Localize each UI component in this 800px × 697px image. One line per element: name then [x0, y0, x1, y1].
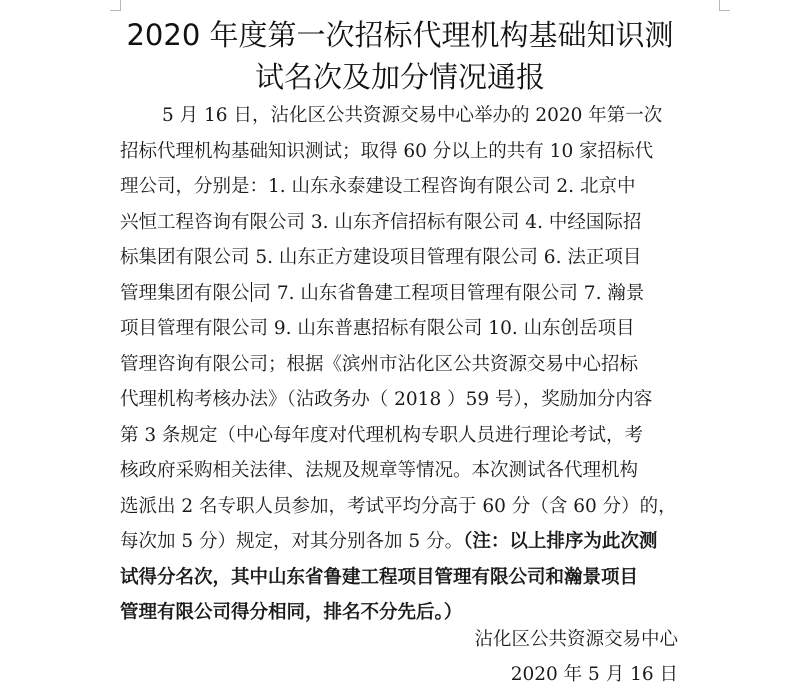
note-bold-line: 试得分名次，其中山东省鲁建工程项目管理有限公司和瀚景项目: [120, 566, 639, 588]
body-line: 兴恒工程咨询有限公司 3. 山东齐信招标有限公司 4. 中经国际招: [120, 211, 642, 233]
body-line: 管理咨询有限公司；根据《滨州市沾化区公共资源交易中心招标: [120, 353, 639, 375]
document-title-line-1: 2020 年度第一次招标代理机构基础知识测: [126, 18, 674, 52]
body-line: 核政府采购相关法律、法规及规章等情况。本次测试各代理机构: [120, 460, 639, 481]
body-line: [120, 276, 680, 312]
body-line: 招标代理机构基础知识测试；取得 60 分以上的共有 10 家招标代: [120, 140, 654, 162]
body-text-segment: 管理集团有限公: [120, 282, 250, 304]
page-margin-corner-mark: [719, 0, 730, 11]
signature-date: 2020 年 5 月 16 日: [510, 664, 678, 685]
body-line: 项目管理有限公司 9. 山东普惠招标有限公司 10. 山东创岳项目: [120, 318, 635, 339]
body-line: 5 月 16 日，沾化区公共资源交易中心举办的 2020 年第一次: [162, 105, 663, 126]
note-bold-text: （注：以上排序为此次测: [463, 531, 658, 552]
body-text-segment: 司 7. 山东省鲁建工程项目管理有限公司 7. 瀚景: [252, 282, 645, 304]
signature-organization: 沾化区公共资源交易中心: [474, 629, 678, 650]
body-line: 理公司，分别是：1. 山东永泰建设工程咨询有限公司 2. 北京中: [120, 176, 636, 197]
body-line: 标集团有限公司 5. 山东正方建设项目管理有限公司 6. 法正项目: [120, 247, 642, 268]
body-line: 代理机构考核办法》（沾政务办（ 2018 ）59 号），奖励加分内容: [120, 389, 653, 410]
document-body[interactable]: [120, 98, 680, 631]
body-line: [120, 524, 680, 560]
document-title-line-2: 试名次及加分情况通报: [254, 60, 545, 94]
page-margin-corner-mark: [110, 0, 121, 11]
body-line: 选派出 2 名专职人员参加，考试平均分高于 60 分（含 60 分）的，: [120, 495, 677, 517]
text-cursor: [251, 282, 252, 302]
body-line: 第 3 条规定（中心每年度对代理机构专职人员进行理论考试，考: [120, 424, 644, 446]
body-text-segment: 每次加 5 分）规定，对其分别各加 5 分。: [120, 531, 464, 552]
note-bold-line: 管理有限公司得分相同，排名不分先后。）: [120, 602, 463, 623]
